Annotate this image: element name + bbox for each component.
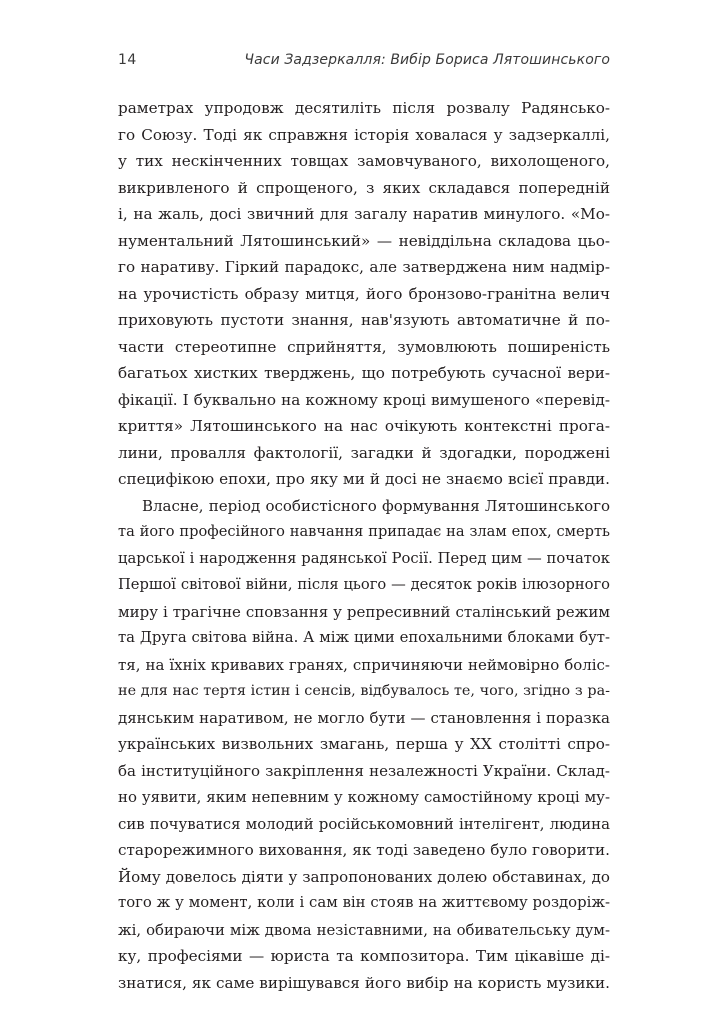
running-header [118,52,610,72]
text-line: і, на жаль, досі звичний для загалу наратив минулого. «Мо- [118,205,610,223]
text-line: приховують пустоти знання, нав'язують автоматичне й по- [118,311,610,329]
text-line: українських визвольних змагань, перша у XX столітті спро- [118,735,610,753]
text-line: специфікою епохи, про яку ми й досі не знаємо всієї правди. [118,470,610,488]
text-line: та його професійного навчання припадає на злам епох, смерть [118,523,610,540]
text-line: викривленого й спрощеного, з яких складався попередній [118,178,610,197]
text-line: старорежимного виховання, як тоді заведено було говорити. [118,841,610,859]
text-line: криття» Лятошинського на нас очікують контекстні прога- [118,417,610,435]
text-line: Першої світової війни, після цього — десяток років ілюзорного [118,576,610,593]
text-line: ба інституційного закріплення незалежності України. Склад- [118,761,610,780]
paragraph-2 [118,493,610,997]
running-title: Часи Задзеркалля: Вибір Бориса Лятошинського [244,52,610,68]
text-line: миру і трагічне сповзання у репресивний сталінський режим [118,602,610,621]
text-line: сив почуватися молодий російськомовний інтелігент, людина [118,814,610,833]
text-line: Йому довелось діяти у запропонованих долею обставинах, до [118,867,610,886]
paragraph-1 [118,95,610,493]
text-line: тя, на їхніх кривавих гранях, спричиняючи неймовірно боліс- [118,655,610,674]
page-number: 14 [118,52,137,68]
text-line: у тих нескінченних товщах замовчуваного, вихолощеного, [118,152,610,170]
text-line: фікації. І буквально на кожному кроці вимушеного «перевід- [118,390,610,409]
text-line: лини, провалля фактології, загадки й здогадки, породжені [118,443,610,462]
text-line: знатися, як саме вирішувався його вибір на користь музики. [118,973,610,992]
text-line: ку, професіями — юриста та композитора. Тим цікавіше ді- [118,947,610,965]
text-line: жі, обираючи між двома незіставними, на обивательську дум- [118,920,610,939]
text-line: части стереотипне сприйняття, зумовлюють поширеність [118,337,610,356]
text-line: дянським наративом, не могло бути — становлення і поразка [118,708,610,727]
text-line: но уявити, яким непевним у кожному самостійному кроці му- [118,788,610,806]
text-line: багатьох хистких тверджень, що потребують сучасної вери- [118,364,610,382]
text-line: го наративу. Гіркий парадокс, але затверджена ним надмір- [118,258,610,276]
text-line: Власне, період особистісного формування Лятошинського [142,496,610,515]
text-line: нументальний Лятошинський» — невіддільна складова цьо- [118,231,610,250]
text-line: царської і народження радянської Росії. Перед цим — початок [118,549,610,567]
text-line: не для нас тертя істин і сенсів, відбувалось те, чого, згідно з ра- [118,683,610,699]
text-line: на урочистість образу митця, його бронзово-гранітна велич [118,284,610,303]
body-text [118,95,610,996]
text-line: та Друга світова війна. А між цими епохальними блоками бут- [118,629,610,646]
text-line: го Союзу. Тоді як справжня історія ховалася у задзеркаллі, [118,125,610,144]
text-line: того ж у момент, коли і сам він стояв на життєвому роздоріж- [118,894,610,911]
text-line: раметрах упродовж десятиліть після розвалу Радянсько- [118,99,610,117]
